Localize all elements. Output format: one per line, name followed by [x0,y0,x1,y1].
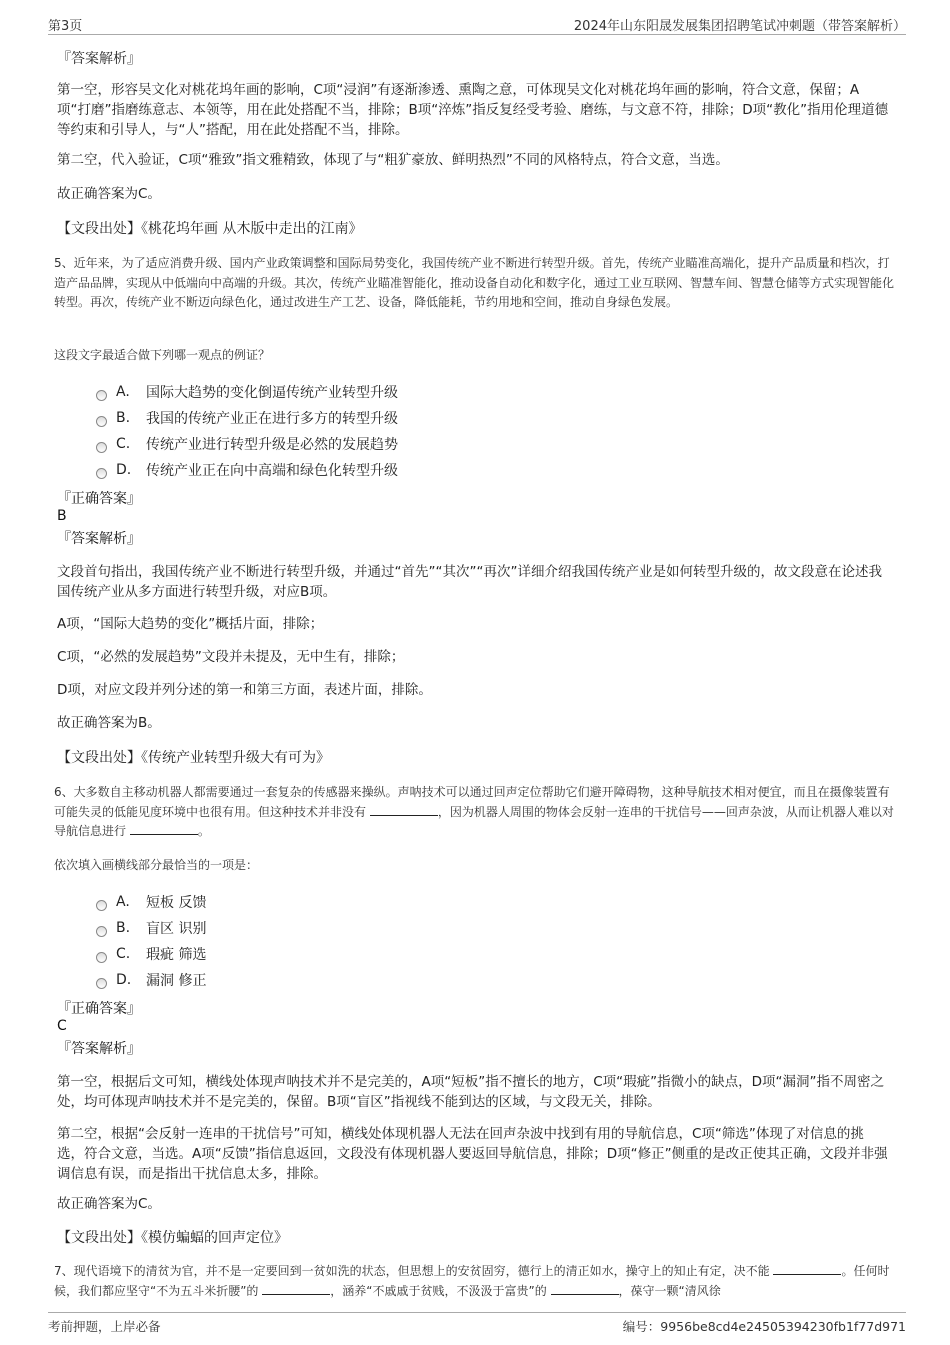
q5-conclusion [57,713,889,733]
document-title: 2024年山东阳晟发展集团招聘笔试冲刺题（带答案解析） [573,19,906,34]
stem-text: ，因为机器人周围的物体会反射一连串的干扰信号——回声杂波，从而让机器人难以对导航信息进行 [54,804,894,838]
option-letter: A. [116,384,130,400]
q5-option-d[interactable] [96,459,398,481]
paragraph: A项，“国际大趋势的变化”概括片面，排除； [57,616,324,632]
paragraph: D项，对应文段并列分述的第一和第三方面，表述片面，排除。 [57,682,432,698]
q4-analysis-para2 [57,150,889,170]
option-letter: D. [116,972,132,988]
code-label: 编号： [622,1319,661,1334]
q6-question [54,856,886,876]
stem-text: 7、现代语境下的清贫为官，并不是一定要回到一贫如洗的状态，但思想上的安贫固穷，德行上的清正如水，操守上的知止有定，决不能 [54,1264,770,1278]
page-footer [48,1312,906,1335]
radio-button[interactable] [96,900,107,911]
q4-source: 【文段出处】《桃花坞年画 从木版中走出的江南》 [57,221,363,237]
q6-stem [54,783,896,842]
paragraph: 文段首句指出，我国传统产业不断进行转型升级，并通过“首先”“其次”“再次”详细介绍我国传统产业是如何转型升级的，故文段意在论述我国传统产业从多方面进行转型升级，对应B项。 [57,564,882,600]
q4-analysis-label: 『答案解析』 [57,51,141,67]
option-text: 国际大趋势的变化倒逼传统产业转型升级 [146,385,398,401]
q6-answer: C [57,1018,67,1034]
option-text: 盲区 识别 [146,921,207,937]
q5-source: 【文段出处】《传统产业转型升级大有可为》 [57,750,330,766]
question-stem: 5、近年来，为了适应消费升级、国内产业政策调整和国际局势变化，我国传统产业不断进行转型升级。首先，传统产业瞄准高端化，提升产品质量和档次，打造产品品牌，实现从中低端向中高端的升级。其次，传统产业瞄准智能化，推动设备自动化和数字化，通过工业互联网、智慧车间、智慧仓储等方式实现智能化转型。再次，传统产业不断迈向绿色化，通过改进生产工艺、设备，降低能耗，节约用地和空间，推动自身绿色发展。 [54,256,895,309]
option-letter: C. [116,436,131,452]
q6-analysis-para1 [57,1072,889,1112]
q6-analysis-para2 [57,1124,889,1184]
q5-analysis-para4 [57,680,889,700]
option-letter: A. [116,894,130,910]
page-header [48,12,906,35]
question-stem [54,1262,896,1301]
option-letter: B. [116,410,131,426]
q5-analysis-para3 [57,647,889,667]
fill-blank-2 [262,1282,330,1295]
question-prompt: 这段文字最适合做下列哪一观点的例证？ [54,348,271,362]
radio-button[interactable] [96,926,107,937]
stem-text: 。 [197,824,210,838]
question-prompt: 依次填入画横线部分最恰当的一项是： [54,858,259,872]
q6-option-a[interactable] [96,891,206,913]
q7-stem [54,1262,896,1302]
page-number: 第3页 [48,19,83,34]
radio-button[interactable] [96,416,107,427]
option-text: 短板 反馈 [146,895,207,911]
q4-analysis-para1 [57,80,889,140]
radio-button[interactable] [96,468,107,479]
radio-button[interactable] [96,978,107,989]
q6-answer-label: 『正确答案』 [57,1001,141,1017]
q5-option-c[interactable] [96,433,398,455]
q6-source: 【文段出处】《模仿蝙蝠的回声定位》 [57,1230,288,1246]
radio-button[interactable] [96,952,107,963]
q6-option-b[interactable] [96,917,206,939]
q6-analysis-label: 『答案解析』 [57,1041,141,1057]
q5-stem [54,254,896,313]
q6-conclusion [57,1194,889,1214]
fill-blank-3 [551,1282,619,1295]
code-value: 9956be8cd4e24505394230fb1f77d971 [660,1319,906,1334]
paragraph: 故正确答案为C。 [57,186,161,202]
option-text: 传统产业进行转型升级是必然的发展趋势 [146,437,398,453]
question-stem [54,783,896,842]
paragraph: 故正确答案为B。 [57,715,161,731]
q5-question [54,346,886,366]
radio-button[interactable] [96,442,107,453]
document-code [623,1317,906,1335]
stem-text: ，涵养“不戚戚于贫贱，不汲汲于富贵”的 [330,1283,547,1298]
q5-analysis-para2 [57,614,889,634]
option-letter: C. [116,946,131,962]
option-text: 我国的传统产业正在进行多方的转型升级 [146,411,398,427]
q6-option-d[interactable] [96,969,206,991]
q6-option-c[interactable] [96,943,206,965]
q5-answer-label: 『正确答案』 [57,491,141,507]
radio-button[interactable] [96,390,107,401]
paragraph: C项，“必然的发展趋势”文段并未提及，无中生有，排除； [57,649,405,665]
q5-option-b[interactable] [96,407,398,429]
stem-text: 6、大多数自主移动机器人都需要通过一套复杂的传感器来操纵。声呐技术可以通过回声定位帮助它们避开障碍物，这种导航技术相对便宜，而且在摄像装置有可能失灵的低能见度环境中也很有用。但这种技术并非没有 [54,785,890,819]
paragraph: 第一空，形容吴文化对桃花坞年画的影响，C项“浸润”有逐渐渗透、熏陶之意，可体现吴文化对桃花坞年画的影响，符合文意，保留；A项“打磨”指磨练意志、本领等，用在此处搭配不当，排除；B项“淬炼”指反复经受考验、磨练，与文意不符，排除；D项“教化”指用伦理道德等约束和引导人，与“人”搭配，用在此处搭配不当，排除。 [57,82,889,138]
fill-blank-2 [130,822,198,835]
fill-blank-1 [773,1262,841,1275]
q5-option-a[interactable] [96,381,398,403]
option-letter: B. [116,920,131,936]
stem-text: 。任何时候，我们都应坚守“不为五斗米折腰”的 [54,1264,890,1298]
paragraph: 第二空，根据“会反射一连串的干扰信号”可知，横线处体现机器人无法在回声杂波中找到有用的导航信息，C项“筛选”体现了对信息的挑选，符合文意，当选。A项“反馈”指信息返回，文段没有体现机器人要返回导航信息，排除；D项“修正”侧重的是改正使其正确，文段并非强调信息有误，而是指出干扰信息太多，排除。 [57,1126,888,1182]
paragraph: 第一空，根据后文可知，横线处体现声呐技术并不是完美的，A项“短板”指不擅长的地方，C项“瑕疵”指微小的缺点，D项“漏洞”指不周密之处，均可体现声呐技术并不是完美的，保留。B项“盲区”指视线不能到达的区域，与文段无关，排除。 [57,1074,885,1110]
paragraph: 故正确答案为C。 [57,1196,161,1212]
q5-answer: B [57,508,67,524]
footer-slogan: 考前押题，上岸必备 [48,1319,161,1334]
q5-analysis-label: 『答案解析』 [57,531,141,547]
paragraph: 第二空，代入验证，C项“雅致”指文雅精致，体现了与“粗犷豪放、鲜明热烈”不同的风格特点，符合文意，当选。 [57,152,729,168]
stem-text: ，葆守一颗“清风徐 [618,1283,721,1298]
option-letter: D. [116,462,132,478]
option-text: 传统产业正在向中高端和绿色化转型升级 [146,463,398,479]
option-text: 瑕疵 筛选 [146,947,207,963]
q5-analysis-para1 [57,562,889,602]
fill-blank-1 [370,803,438,816]
option-text: 漏洞 修正 [146,973,207,989]
q4-conclusion [57,184,889,204]
